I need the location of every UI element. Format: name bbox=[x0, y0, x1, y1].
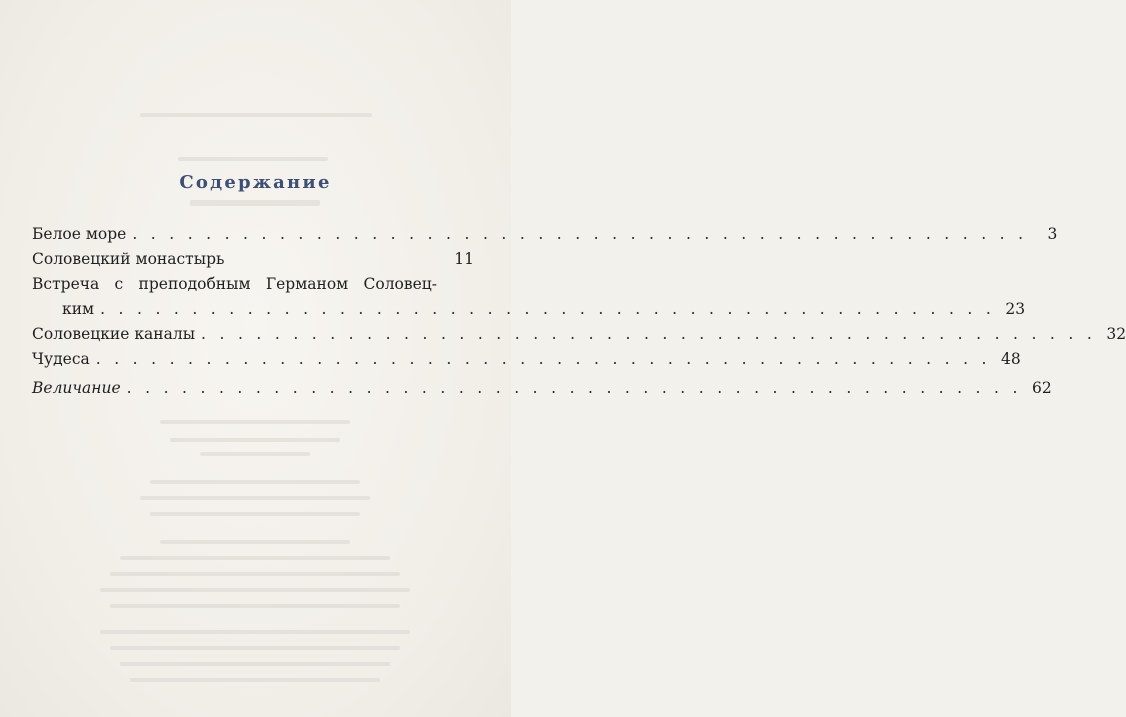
bleed-through-line bbox=[150, 480, 360, 484]
toc-entry-page: 23 bbox=[1005, 300, 1026, 318]
bleed-through-line bbox=[160, 540, 350, 544]
toc-entry[interactable] bbox=[32, 322, 1126, 347]
bleed-through-line bbox=[200, 452, 310, 456]
table-of-contents bbox=[32, 222, 1126, 401]
bleed-through-line bbox=[130, 678, 380, 682]
bleed-through-line bbox=[110, 604, 400, 608]
bleed-through-line bbox=[120, 556, 390, 560]
bleed-through-line bbox=[170, 438, 340, 442]
toc-entry-label: Белое море bbox=[32, 225, 127, 243]
dot-leader: . . . . . . . . . . . . . . . . . . . . . . . . . . . . . . . . . . . . . . . . . . . . . . . . . bbox=[100, 300, 996, 318]
bleed-through-line bbox=[110, 572, 400, 576]
toc-entry-label: ким bbox=[62, 300, 95, 318]
dot-leader: . . . . . . . . . . . . . . . . . . . . . . . . . . . . . . . . . . . . . . . . . . . . . . . . . bbox=[201, 325, 1097, 343]
toc-entry-page: 48 bbox=[1001, 350, 1021, 368]
toc-entry-label: Соловецкие каналы bbox=[32, 325, 196, 343]
toc-entry[interactable] bbox=[32, 347, 1021, 372]
bleed-through-line bbox=[190, 200, 320, 206]
toc-entry[interactable] bbox=[32, 376, 1052, 401]
bleed-through-line bbox=[100, 630, 410, 634]
bleed-through-line bbox=[110, 646, 400, 650]
bleed-through-line bbox=[178, 157, 328, 161]
toc-entry-page: 32 bbox=[1106, 325, 1126, 343]
toc-entry-page: 3 bbox=[1047, 225, 1058, 243]
bleed-through-line bbox=[150, 512, 360, 516]
toc-entry[interactable] bbox=[32, 272, 1026, 322]
toc-entry-label: Соловецкий монастырь bbox=[32, 250, 225, 268]
bleed-through-line bbox=[140, 113, 372, 117]
toc-entry-label: Чудеса bbox=[32, 350, 90, 368]
dot-leader: . . . . . . . . . . . . . . . . . . . . . . . . . . . . . . . . . . . . . . . . . . . . . . . . . bbox=[95, 350, 991, 368]
toc-entry-label: Величание bbox=[32, 379, 121, 397]
bleed-through-line bbox=[120, 662, 390, 666]
toc-entry[interactable] bbox=[32, 222, 1058, 247]
toc-entry[interactable] bbox=[32, 247, 474, 272]
bleed-through-line bbox=[160, 420, 350, 424]
toc-entry-page: 62 bbox=[1031, 379, 1052, 397]
bleed-through-line bbox=[100, 588, 410, 592]
toc-entry-label-line2 bbox=[32, 297, 1026, 322]
bleed-through-line bbox=[140, 496, 370, 500]
dot-leader: . . . . . . . . . . . . . . . . . . . . . . . . . . . . . . . . . . . . . . . . . . . . . . . . . bbox=[132, 225, 1028, 243]
toc-title: Содержание bbox=[179, 172, 332, 193]
toc-entry-page: 11 bbox=[454, 250, 474, 268]
toc-entry-label-line1: Встреча с преподобным Германом Соловец- bbox=[32, 275, 437, 293]
dot-leader: . . . . . . . . . . . . . . . . . . . . . . . . . . . . . . . . . . . . . . . . . . . . . . . . . bbox=[126, 379, 1022, 397]
